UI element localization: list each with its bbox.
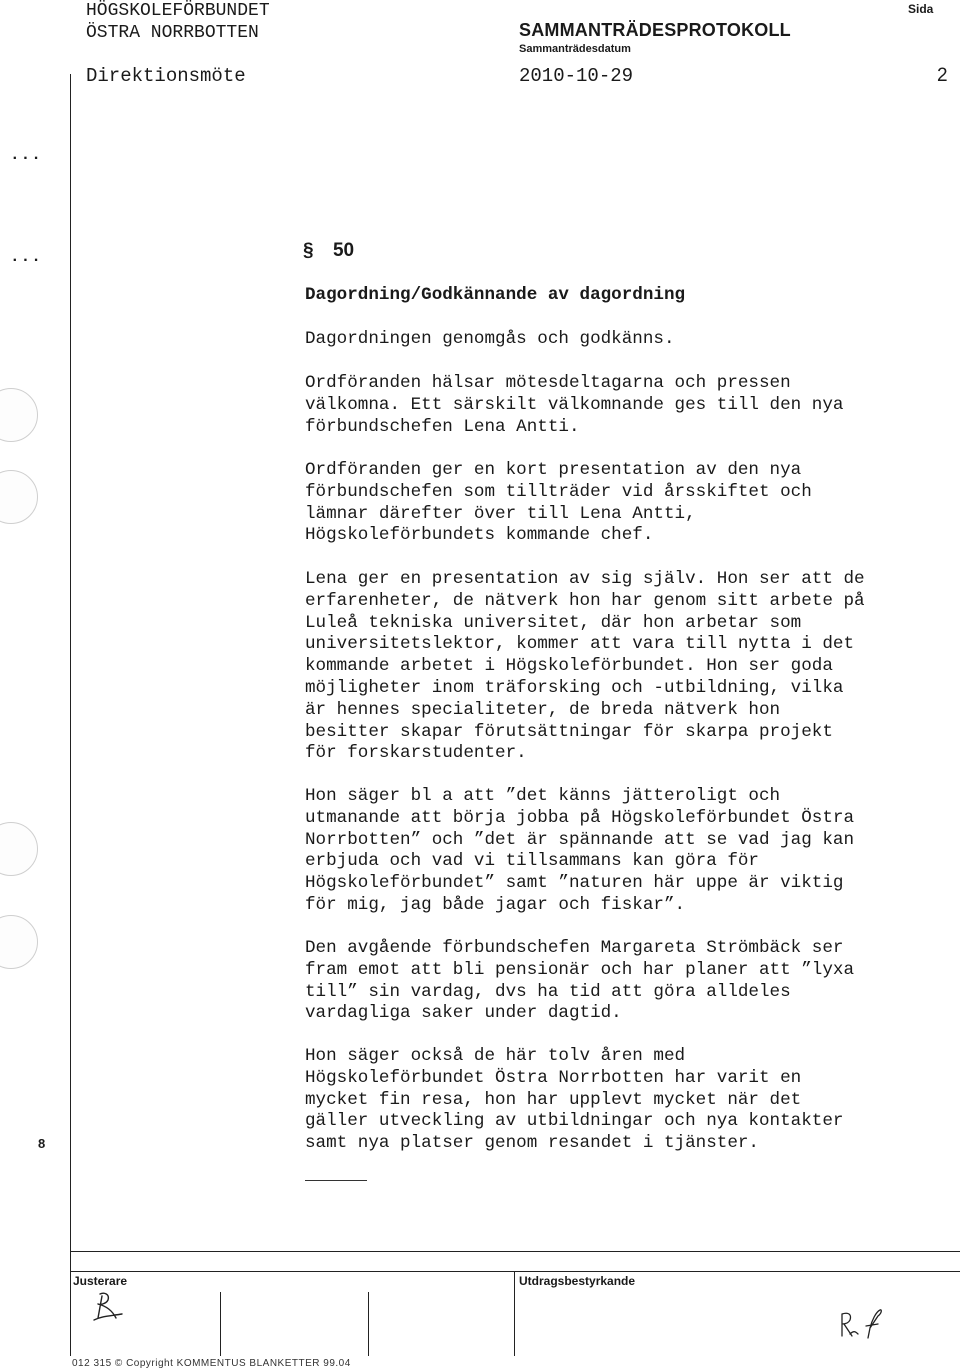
footer-label-rule [70,1271,960,1272]
page-number: 2 [937,65,948,86]
punch-hole [0,470,38,524]
paragraph-agenda-approved: Dagordningen genomgås och godkänns. [305,329,675,349]
punch-hole [0,388,38,442]
paragraph-lena-presentation: Lena ger en presentation av sig själv. Hon ser att de erfarenheter, de nätverk hon har genom sitt arbete på Luleå tekniska universitet, där hon arbetar som universitetslektor, kommer att vara till nytta i det kommande arbetet i Högskoleförbundet. Hon ser goda möjligheter inom träforsking och -utbildning, vilka är hennes specialiteter, de breda nätverk hon besitter skapar förutsättningar för skarpa projekt för forskarstudenter. [305,569,865,764]
footer-top-rule [70,1251,960,1252]
punch-hole [0,915,38,969]
paragraph-presentation: Ordföranden ger en kort presentation av den nya förbundschefen som tillträder vid årsskiftet och lämnar därefter över till Lena Antti, Högskoleförbundets kommande chef. [305,460,812,546]
organization-name-line1: HÖGSKOLEFÖRBUNDET [86,1,270,21]
signature-box-divider-1 [220,1292,221,1356]
section-end-rule [305,1180,367,1181]
punch-hole [0,822,38,876]
paragraph-lena-quote: Hon säger bl a att ”det känns jätteroligt och utmanande att börja jobba på Högskoleförbundet Östra Norrbotten” och ”det är spännande att se vad jag kan erbjuda och vad vi tillsammans kan göra för Högskoleförbundet” samt ”naturen här uppe är viktig för mig, jag både jagar och fiskar”. [305,786,855,915]
signature-box-divider-2 [368,1292,369,1356]
utdrag-initials-signature [836,1304,892,1344]
paragraph-outgoing-chief: Den avgående förbundschefen Margareta Strömbäck ser fram emot att bli pensionär och har planer att ”lyxa till” sin vardag, dvs ha tid att göra alldeles vardagliga saker under dagtid. [305,938,855,1024]
protocol-date-label: Sammanträdesdatum [519,43,631,55]
justerare-label: Justerare [73,1274,128,1288]
protocol-title: SAMMANTRÄDESPROTOKOLL [519,20,791,40]
footer-column-divider [514,1271,515,1356]
page-label: Sida [908,2,934,16]
section-number-value: 50 [332,240,355,261]
justerare-initials-signature [88,1290,128,1326]
meeting-type: Direktionsmöte [86,65,246,87]
utdragsbestyrkande-label: Utdragsbestyrkande [519,1274,636,1288]
paragraph-sign: § [303,240,314,261]
form-copyright: 012 315 © Copyright KOMMENTUS BLANKETTER 99.04 [72,1358,351,1369]
section-number [303,240,354,262]
continuation-dots: ... [10,146,42,164]
section-heading: Dagordning/Godkännande av dagordning [305,285,686,305]
meeting-date: 2010-10-29 [519,65,634,87]
organization-name-line2: ÖSTRA NORRBOTTEN [86,23,259,43]
continuation-dots: ... [10,248,42,266]
margin-note-number: 8 [38,1136,46,1151]
paragraph-twelve-years: Hon säger också de här tolv åren med Högskoleförbundet Östra Norrbotten har varit en mycket fin resa, hon har upplevt mycket när det gäller utveckling av utbildningar och nya kontakter samt nya platser genom resandet i tjänster. [305,1046,844,1154]
paragraph-welcome: Ordföranden hälsar mötesdeltagarna och pressen välkomna. Ett särskilt välkomnande ges till den nya förbundschefen Lena Antti. [305,373,844,437]
left-margin-rule [70,74,71,1356]
